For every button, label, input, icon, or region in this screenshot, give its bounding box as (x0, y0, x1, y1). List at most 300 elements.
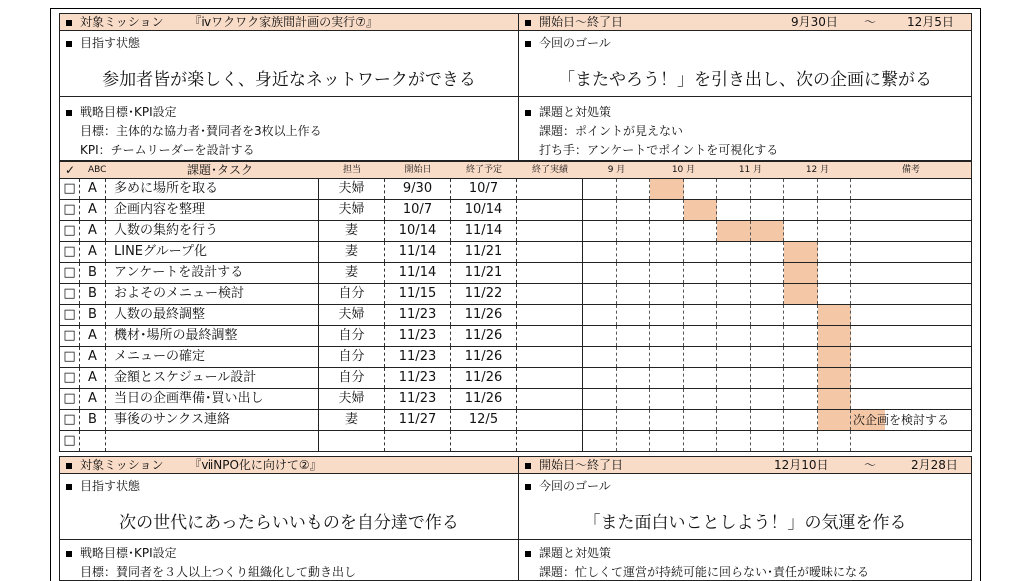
start-date: 9月30日 (791, 15, 838, 29)
slot-divider (817, 179, 818, 199)
row-note (853, 263, 973, 283)
row-priority: B (80, 263, 106, 283)
state-text: 次の世代にあったらいいものを自分達で作る (119, 513, 459, 533)
row-start: 11/23 (385, 326, 451, 346)
row-owner: 妻 (319, 410, 385, 430)
row-planned-end: 10/14 (451, 200, 517, 220)
slot-divider (716, 347, 717, 367)
bullet-icon (525, 110, 531, 116)
row-priority: A (80, 389, 106, 409)
row-priority: B (80, 305, 106, 325)
row-planned-end: 11/21 (451, 263, 517, 283)
tilde: ～ (864, 458, 877, 472)
issue-label: 課題と対処策 (539, 105, 612, 119)
row-priority: A (80, 200, 106, 220)
row-planned-end: 11/26 (451, 347, 517, 367)
slot-divider (683, 305, 684, 325)
slot-divider (616, 284, 617, 304)
slot-divider (783, 263, 784, 283)
row-checkbox[interactable]: □ (60, 242, 80, 262)
slot-divider (683, 389, 684, 409)
note-header: 備考 (901, 165, 920, 175)
row-owner: 夫婦 (319, 200, 385, 220)
row-planned-end: 11/14 (451, 221, 517, 241)
slot-divider (850, 410, 851, 430)
slot-divider (750, 431, 751, 451)
month-9-header: 9 月 (607, 165, 626, 175)
gantt-bar (818, 347, 852, 367)
bullet-icon (525, 41, 531, 47)
slot-divider (783, 368, 784, 388)
slot-divider (750, 368, 751, 388)
row-priority: B (80, 410, 106, 430)
slot-divider (649, 284, 650, 304)
slot-divider (616, 431, 617, 451)
row-owner: 夫婦 (319, 179, 385, 199)
slot-divider (616, 200, 617, 220)
row-planned-end: 11/21 (451, 242, 517, 262)
slot-divider (683, 368, 684, 388)
bullet-icon (525, 484, 531, 490)
gantt-bar (650, 179, 684, 199)
row-note (853, 200, 973, 220)
slot-divider (817, 410, 818, 430)
slot-divider (649, 347, 650, 367)
row-start: 10/7 (385, 200, 451, 220)
strategy-label: 戦略目標･KPI設定 (80, 546, 177, 560)
slot-divider (817, 368, 818, 388)
row-task: アンケートを設計する (106, 263, 319, 283)
slot-divider (783, 347, 784, 367)
slot-divider (783, 179, 784, 199)
slot-divider (683, 410, 684, 430)
slot-divider (649, 179, 650, 199)
row-priority: A (80, 179, 106, 199)
slot-divider (616, 410, 617, 430)
gantt-row (60, 347, 971, 368)
row-planned-end (451, 431, 517, 451)
row-planned-end: 11/26 (451, 389, 517, 409)
row-start: 9/30 (385, 179, 451, 199)
row-task: 企画内容を整理 (106, 200, 319, 220)
row-checkbox[interactable]: □ (60, 389, 80, 409)
row-actual-end (517, 410, 583, 430)
row-note (853, 326, 973, 346)
slot-divider (750, 389, 751, 409)
slot-divider (783, 200, 784, 220)
slot-divider (716, 305, 717, 325)
row-task: 機材･場所の最終調整 (106, 326, 319, 346)
slot-divider (616, 179, 617, 199)
row-task: 多めに場所を取る (106, 179, 319, 199)
slot-divider (683, 200, 684, 220)
row-task: メニューの確定 (106, 347, 319, 367)
slot-divider (817, 305, 818, 325)
gantt-bar (717, 221, 784, 241)
slot-divider (616, 368, 617, 388)
row-priority: A (80, 347, 106, 367)
row-start: 11/27 (385, 410, 451, 430)
slot-divider (716, 431, 717, 451)
slot-divider (750, 200, 751, 220)
slot-divider (716, 179, 717, 199)
mission-title: 『ⅶNPO化に向けて②』 (189, 458, 322, 472)
slot-divider (716, 242, 717, 262)
row-owner: 夫婦 (319, 305, 385, 325)
gantt-row (60, 389, 971, 410)
slot-divider (850, 347, 851, 367)
strategy-line1: 目標：主体的な協力者･賛同者を3枚以上作る (80, 124, 322, 138)
slot-divider (783, 431, 784, 451)
state-text: 参加者皆が楽しく、身近なネットワークができる (102, 70, 476, 90)
gantt-bar (784, 284, 818, 304)
slot-divider (783, 284, 784, 304)
slot-divider (850, 263, 851, 283)
row-priority: A (80, 242, 106, 262)
slot-divider (649, 326, 650, 346)
slot-divider (716, 389, 717, 409)
owner-header: 担当 (342, 165, 361, 175)
slot-divider (683, 431, 684, 451)
issue-label: 課題と対処策 (539, 546, 612, 560)
abc-header: ABC (88, 165, 107, 175)
slot-divider (783, 305, 784, 325)
row-actual-end (517, 200, 583, 220)
row-checkbox[interactable]: □ (60, 410, 80, 430)
slot-divider (817, 200, 818, 220)
row-actual-end (517, 284, 583, 304)
slot-divider (649, 368, 650, 388)
slot-divider (750, 305, 751, 325)
gantt-header (59, 161, 972, 179)
row-task: 金額とスケジュール設計 (106, 368, 319, 388)
row-priority: A (80, 368, 106, 388)
slot-divider (850, 284, 851, 304)
goal-label: 今回のゴール (539, 36, 611, 50)
row-note (853, 431, 973, 451)
row-task: 人数の集約を行う (106, 221, 319, 241)
issue-line1: 課題：忙しくて運営が持続可能に回らない･責任が曖昧になる (539, 565, 870, 579)
slot-divider (616, 305, 617, 325)
row-planned-end: 10/7 (451, 179, 517, 199)
slot-divider (616, 389, 617, 409)
slot-divider (850, 326, 851, 346)
row-start: 11/23 (385, 305, 451, 325)
mission-title: 『ⅳワクワク家族間計画の実行⑦』 (189, 15, 378, 29)
mission2-strategy-box (59, 540, 519, 581)
row-planned-end: 11/26 (451, 326, 517, 346)
goal-text: 「また面白いことしよう！」の気運を作る (583, 513, 907, 533)
bullet-icon (66, 110, 72, 116)
slot-divider (817, 221, 818, 241)
row-start: 11/14 (385, 263, 451, 283)
row-checkbox[interactable]: □ (60, 284, 80, 304)
slot-divider (750, 242, 751, 262)
gantt-bar (784, 263, 818, 283)
slot-divider (750, 410, 751, 430)
gantt-row (60, 410, 971, 431)
slot-divider (716, 200, 717, 220)
slot-divider (850, 368, 851, 388)
row-checkbox[interactable]: □ (60, 263, 80, 283)
gantt-bar (818, 326, 852, 346)
row-note (853, 242, 973, 262)
row-owner (319, 431, 385, 451)
mission1-goal-box (518, 31, 972, 97)
gantt-row (60, 179, 971, 200)
mission2-state-box (59, 474, 519, 540)
mission2-issue-box (518, 540, 972, 581)
row-checkbox[interactable]: □ (60, 305, 80, 325)
row-actual-end (517, 368, 583, 388)
start-header: 開始日 (404, 165, 432, 175)
slot-divider (616, 347, 617, 367)
slot-divider (850, 179, 851, 199)
mission2-goal-box (518, 474, 972, 540)
gantt-row (60, 221, 971, 242)
slot-divider (683, 263, 684, 283)
slot-divider (817, 347, 818, 367)
slot-divider (750, 326, 751, 346)
gantt-row (60, 284, 971, 305)
row-note (853, 305, 973, 325)
slot-divider (616, 242, 617, 262)
row-actual-end (517, 263, 583, 283)
row-actual-end (517, 242, 583, 262)
row-task: 事後のサンクス連絡 (106, 410, 319, 430)
row-note (853, 284, 973, 304)
row-priority (80, 431, 106, 451)
slot-divider (817, 389, 818, 409)
slot-divider (716, 263, 717, 283)
slot-divider (649, 242, 650, 262)
mission2-header-left (59, 456, 519, 474)
goal-text: 「またやろう！」を引き出し、次の企画に繋がる (558, 70, 932, 90)
mission2-header-right (518, 456, 972, 474)
slot-divider (649, 431, 650, 451)
row-note (853, 368, 973, 388)
gantt-bar (818, 389, 852, 409)
row-owner: 妻 (319, 242, 385, 262)
row-note (853, 179, 973, 199)
row-task: 人数の最終調整 (106, 305, 319, 325)
slot-divider (716, 221, 717, 241)
slot-divider (850, 389, 851, 409)
gantt-row (60, 200, 971, 221)
row-owner: 自分 (319, 368, 385, 388)
row-note: 次企画を検討する (853, 413, 950, 427)
row-start: 10/14 (385, 221, 451, 241)
row-owner: 自分 (319, 284, 385, 304)
planned-end-header: 終了予定 (465, 165, 502, 175)
slot-divider (850, 431, 851, 451)
row-task: およそのメニュー検討 (106, 284, 319, 304)
gantt-bar (818, 368, 852, 388)
slot-divider (817, 326, 818, 346)
end-date: 12月5日 (907, 15, 954, 29)
slot-divider (616, 326, 617, 346)
mission1-state-box (59, 31, 519, 97)
row-checkbox[interactable]: □ (60, 431, 80, 451)
slot-divider (817, 242, 818, 262)
row-priority: A (80, 221, 106, 241)
month-11-header: 11 月 (738, 165, 763, 175)
row-checkbox[interactable]: □ (60, 200, 80, 220)
row-actual-end (517, 347, 583, 367)
state-label: 目指す状態 (80, 479, 141, 493)
period-label: 開始日～終了日 (539, 15, 624, 29)
task-header: 課題･タスク (186, 163, 253, 177)
row-planned-end: 11/22 (451, 284, 517, 304)
slot-divider (616, 221, 617, 241)
row-start: 11/15 (385, 284, 451, 304)
slot-divider (750, 221, 751, 241)
gantt-bar (684, 200, 718, 220)
month-12-header: 12 月 (805, 165, 830, 175)
row-actual-end (517, 221, 583, 241)
bullet-icon (66, 463, 72, 469)
row-checkbox[interactable]: □ (60, 347, 80, 367)
slot-divider (649, 200, 650, 220)
row-note (853, 347, 973, 367)
state-label: 目指す状態 (80, 36, 141, 50)
row-actual-end (517, 431, 583, 451)
mission-label: 対象ミッション (80, 15, 164, 29)
row-owner: 妻 (319, 263, 385, 283)
strategy-line1: 目標：賛同者を３人以上つくり組織化して動き出し (80, 565, 357, 579)
row-checkbox[interactable]: □ (60, 179, 80, 199)
slot-divider (683, 326, 684, 346)
row-note (853, 221, 973, 241)
bullet-icon (525, 463, 531, 469)
slot-divider (750, 263, 751, 283)
strategy-label: 戦略目標･KPI設定 (80, 105, 177, 119)
row-priority: A (80, 326, 106, 346)
slot-divider (783, 326, 784, 346)
slot-divider (683, 179, 684, 199)
row-task (106, 431, 319, 451)
slot-divider (817, 284, 818, 304)
slot-divider (716, 368, 717, 388)
row-checkbox[interactable]: □ (60, 326, 80, 346)
row-actual-end (517, 389, 583, 409)
slot-divider (750, 179, 751, 199)
strategy-line2: KPI：チームリーダーを設計する (80, 143, 255, 157)
bullet-icon (66, 41, 72, 47)
slot-divider (649, 305, 650, 325)
bullet-icon (525, 20, 531, 26)
bullet-icon (525, 551, 531, 557)
slot-divider (783, 221, 784, 241)
month-10-header: 10 月 (671, 165, 696, 175)
slot-divider (616, 263, 617, 283)
row-owner: 自分 (319, 326, 385, 346)
row-start (385, 431, 451, 451)
slot-divider (850, 200, 851, 220)
row-owner: 夫婦 (319, 389, 385, 409)
period-label: 開始日～終了日 (539, 458, 624, 472)
start-date: 12月10日 (774, 458, 829, 472)
slot-divider (716, 326, 717, 346)
row-task: LINEグループ化 (106, 242, 319, 262)
slot-divider (783, 389, 784, 409)
slot-divider (683, 284, 684, 304)
check-header: ✓ (64, 163, 76, 177)
row-actual-end (517, 305, 583, 325)
end-date: 2月28日 (911, 458, 958, 472)
row-planned-end: 11/26 (451, 305, 517, 325)
gantt-row (60, 326, 971, 347)
row-actual-end (517, 179, 583, 199)
mission1-strategy-box (59, 97, 519, 161)
slot-divider (817, 263, 818, 283)
gantt-row (60, 242, 971, 263)
mission1-header-right (518, 13, 972, 31)
row-owner: 自分 (319, 347, 385, 367)
row-start: 11/23 (385, 389, 451, 409)
slot-divider (750, 347, 751, 367)
slot-divider (683, 347, 684, 367)
gantt-body (59, 179, 972, 452)
row-planned-end: 11/26 (451, 368, 517, 388)
row-note (853, 389, 973, 409)
slot-divider (683, 221, 684, 241)
slot-divider (783, 410, 784, 430)
row-checkbox[interactable]: □ (60, 368, 80, 388)
tilde: ～ (864, 15, 877, 29)
gantt-bar (784, 242, 818, 262)
slot-divider (649, 389, 650, 409)
gantt-row (60, 305, 971, 326)
slot-divider (649, 410, 650, 430)
row-actual-end (517, 326, 583, 346)
row-task: 当日の企画準備･買い出し (106, 389, 319, 409)
goal-label: 今回のゴール (539, 479, 611, 493)
bullet-icon (66, 551, 72, 557)
row-owner: 妻 (319, 221, 385, 241)
slot-divider (649, 221, 650, 241)
gantt-row (60, 263, 971, 284)
slot-divider (817, 431, 818, 451)
slot-divider (783, 242, 784, 262)
slot-divider (850, 305, 851, 325)
issue-line1: 課題：ポイントが見えない (539, 124, 684, 138)
slot-divider (850, 221, 851, 241)
issue-line2: 打ち手：アンケートでポイントを可視化する (539, 143, 779, 157)
row-start: 11/14 (385, 242, 451, 262)
bullet-icon (66, 484, 72, 490)
row-planned-end: 12/5 (451, 410, 517, 430)
mission1-header-left (59, 13, 519, 31)
slot-divider (750, 284, 751, 304)
gantt-row (60, 368, 971, 389)
row-priority: B (80, 284, 106, 304)
bullet-icon (66, 20, 72, 26)
mission-label: 対象ミッション (80, 458, 164, 472)
slot-divider (716, 284, 717, 304)
gantt-bar (818, 305, 852, 325)
slot-divider (716, 410, 717, 430)
slot-divider (683, 242, 684, 262)
row-start: 11/23 (385, 347, 451, 367)
slot-divider (649, 263, 650, 283)
mission1-issue-box (518, 97, 972, 161)
slot-divider (850, 242, 851, 262)
actual-end-header: 終了実績 (531, 165, 568, 175)
gantt-row (60, 431, 971, 452)
row-checkbox[interactable]: □ (60, 221, 80, 241)
row-start: 11/23 (385, 368, 451, 388)
